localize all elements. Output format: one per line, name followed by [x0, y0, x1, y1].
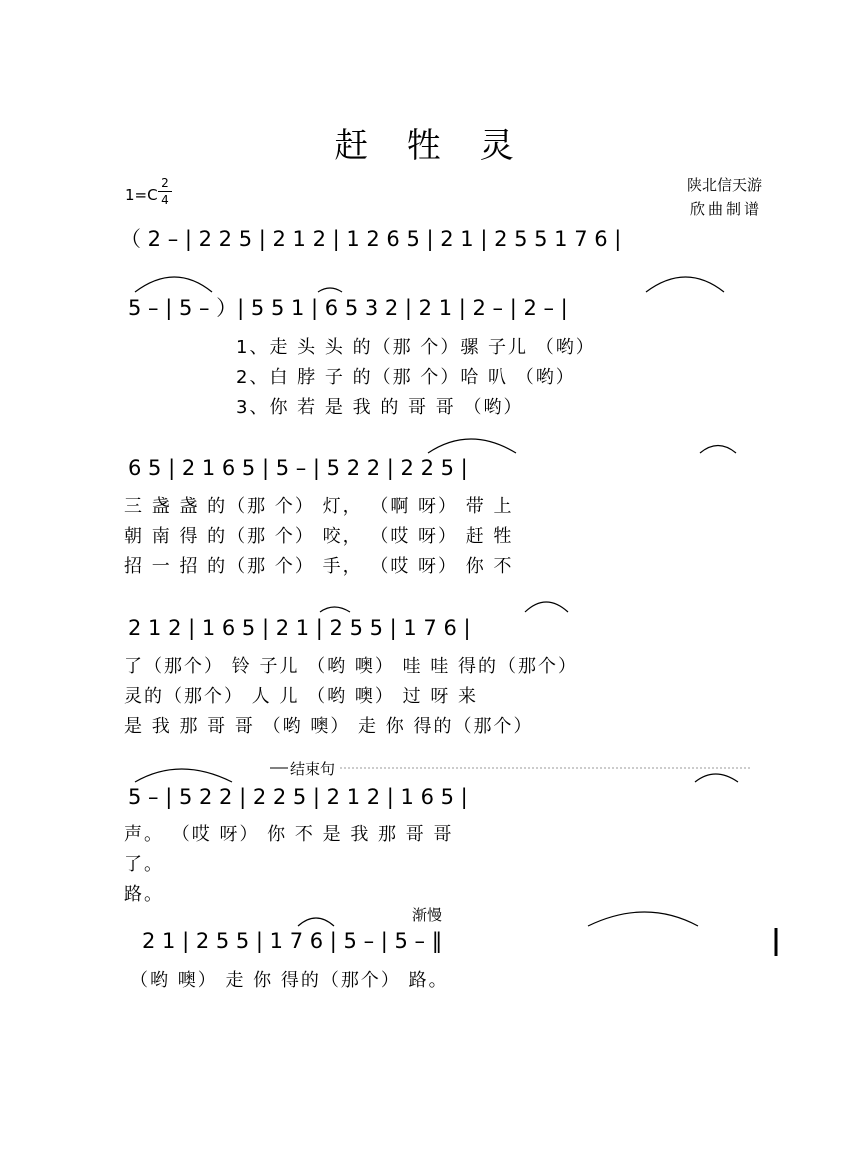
origin-label: 陕北信天游	[686, 176, 762, 194]
lyric-line: 是 我 那 哥 哥 （哟 噢） 走 你 得的（那个）	[124, 716, 534, 737]
lyric-line: 声。 （哎 呀） 你 不 是 我 那 哥 哥	[124, 824, 454, 845]
lyric-line: 朝 南 得 的（那 个） 咬， （哎 呀） 赶 牲	[124, 526, 514, 547]
lyric-line: 3、你 若 是 我 的 哥 哥 （哟）	[236, 397, 524, 418]
page-title: 赶 牲 灵	[334, 126, 528, 166]
time-bottom: 4	[161, 193, 169, 207]
end-phrase-mark: 结束句	[290, 760, 336, 778]
notation-line: 2 1 | 2 5 5 | 1 7 6 | 5 – | 5 – ‖	[142, 929, 443, 953]
lyric-line: 了。	[124, 854, 164, 875]
lyric-line: 1、走 头 头 的（那 个）骡 子儿 （哟）	[236, 337, 596, 358]
arranger-label: 欣曲制谱	[689, 200, 762, 218]
lyric-line: 了（那个） 铃 子儿 （哟 噢） 哇 哇 得的（那个）	[124, 656, 579, 677]
lyric-line: （哟 噢） 走 你 得的（那个） 路。	[130, 970, 449, 991]
notation-line: 2 1 2 | 1 6 5 | 2 1 | 2 5 5 | 1 7 6 |	[128, 616, 471, 640]
ritardando-mark: 渐慢	[412, 906, 443, 924]
time-top: 2	[161, 176, 169, 190]
notation-line: 5 – | 5 – ）| 5 5 1 | 6 5 3 2 | 2 1 | 2 – | 2 – |	[128, 296, 568, 320]
notation-line: （ 2 – | 2 2 5 | 2 1 2 | 1 2 6 5 | 2 1 | 2 5 5 1 7 6 |	[120, 227, 622, 251]
lyric-line: 灵的（那个） 人 儿 （哟 噢） 过 呀 来	[124, 686, 479, 707]
lyric-line: 2、白 脖 子 的（那 个）哈 叭 （哟）	[236, 367, 576, 388]
notation-line: 6 5 | 2 1 6 5 | 5 – | 5 2 2 | 2 2 5 |	[128, 456, 468, 480]
lyric-line: 路。	[124, 884, 164, 905]
notation-line: 5 – | 5 2 2 | 2 2 5 | 2 1 2 | 1 6 5 |	[128, 785, 468, 809]
lyric-line: 招 一 招 的（那 个） 手， （哎 呀） 你 不	[124, 556, 514, 577]
lyric-line: 三 盏 盏 的（那 个） 灯， （啊 呀） 带 上	[124, 496, 514, 517]
key-signature: 1=C	[125, 186, 158, 204]
